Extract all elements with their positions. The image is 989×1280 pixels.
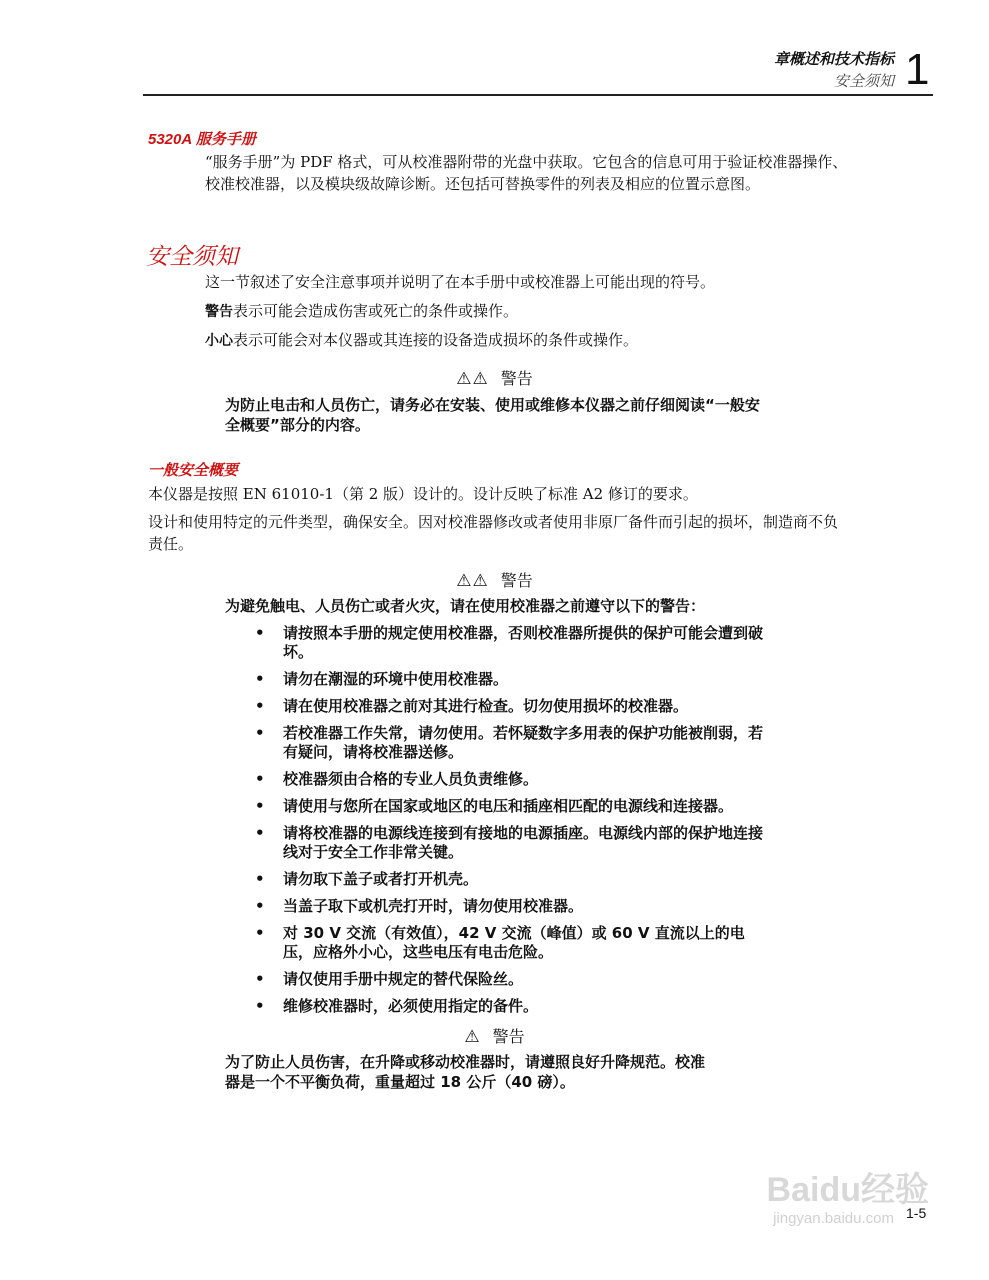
warning-triangle-icon: ⚠⚠: [456, 369, 489, 389]
service-manual-heading: 5320A 服务手册: [148, 131, 256, 148]
page-number: 1-5: [906, 1205, 927, 1221]
general-safety-heading: 一般安全概要: [148, 462, 239, 479]
list-item: • 对 30 V 交流（有效值），42 V 交流（峰值）或 60 V 直流以上的电压，应格外小心，这些电压有电击危险。: [255, 924, 765, 962]
warning-intro-2: 为避免触电、人员伤亡或者火灾，请在使用校准器之前遵守以下的警告：: [225, 597, 706, 615]
warning-label: 警告: [492, 1027, 525, 1046]
warning-triangle-icon: ⚠⚠: [456, 571, 489, 591]
warning-body-3: 为了防止人员伤害，在升降或移动校准器时，请遵照良好升降规范。校准器是一个不平衡负荷，重量超过 18 公斤（40 磅）。: [225, 1053, 706, 1091]
baidu-watermark-url: jingyan.baidu.com: [773, 1210, 894, 1227]
chapter-title: 章概述和技术指标: [773, 50, 894, 68]
section-title: 安全须知: [833, 72, 894, 90]
warning-definition: [205, 300, 845, 323]
warning-section: [0, 570, 989, 1092]
safety-heading: 安全须知: [146, 244, 238, 270]
baidu-watermark-logo: Baidu经验: [766, 1171, 929, 1209]
service-manual-body: “服务手册”为 PDF 格式，可从校准器附带的光盘中获取。它包含的信息可用于验证校准器操作、校准校准器，以及模块级故障诊断。还包括可替换零件的列表及相应的位置示意图。: [205, 153, 848, 193]
warning-definition-text: 表示可能会造成伤害或死亡的条件或操作。: [233, 302, 519, 320]
warning-triangle-icon: ⚠: [464, 1027, 481, 1047]
list-item: • 请勿取下盖子或者打开机壳。: [255, 870, 765, 889]
list-item: • 请使用与您所在国家或地区的电压和插座相匹配的电源线和连接器。: [255, 797, 765, 816]
warning-list: [255, 624, 765, 1016]
general-safety-p2: 设计和使用特定的元件类型，确保安全。因对校准器修改或者使用非原厂备件而引起的损坏，制造商不负责任。: [148, 513, 839, 553]
warning-heading-3: [0, 1026, 989, 1048]
general-safety-p1: 本仪器是按照 EN 61010-1（第 2 版）设计的。设计反映了标准 A2 修订的要求。: [148, 485, 698, 503]
warning-heading-1: [0, 368, 989, 390]
caution-term: 小心: [205, 333, 233, 349]
chapter-number: 1: [905, 45, 930, 94]
list-item: • 若校准器工作失常，请勿使用。若怀疑数字多用表的保护功能被削弱，若有疑问，请将校准器送修。: [255, 724, 765, 762]
list-item: • 请仅使用手册中规定的替代保险丝。: [255, 970, 765, 989]
safety-intro: 这一节叙述了安全注意事项并说明了在本手册中或校准器上可能出现的符号。: [205, 273, 716, 291]
header-rule: [143, 94, 933, 96]
list-item: • 请勿在潮湿的环境中使用校准器。: [255, 670, 765, 689]
warning-label: 警告: [500, 369, 533, 388]
caution-definition-text: 表示可能会对本仪器或其连接的设备造成损坏的条件或操作。: [233, 331, 639, 349]
caution-definition: [205, 329, 845, 352]
warning-body-1: 为防止电击和人员伤亡，请务必在安装、使用或维修本仪器之前仔细阅读“一般安全概要”部分的内容。: [225, 396, 760, 434]
warning-label: 警告: [500, 571, 533, 590]
list-item: • 请按照本手册的规定使用校准器，否则校准器所提供的保护可能会遭到破坏。: [255, 624, 765, 662]
warning-heading-2: [0, 570, 989, 592]
list-item: • 当盖子取下或机壳打开时，请勿使用校准器。: [255, 897, 765, 916]
list-item: • 请在使用校准器之前对其进行检查。切勿使用损坏的校准器。: [255, 697, 765, 716]
warning-term: 警告: [205, 304, 233, 320]
list-item: • 维修校准器时，必须使用指定的备件。: [255, 997, 765, 1016]
list-item: • 校准器须由合格的专业人员负责维修。: [255, 770, 765, 789]
list-item: • 请将校准器的电源线连接到有接地的电源插座。电源线内部的保护地连接线对于安全工作非常关键。: [255, 824, 765, 862]
